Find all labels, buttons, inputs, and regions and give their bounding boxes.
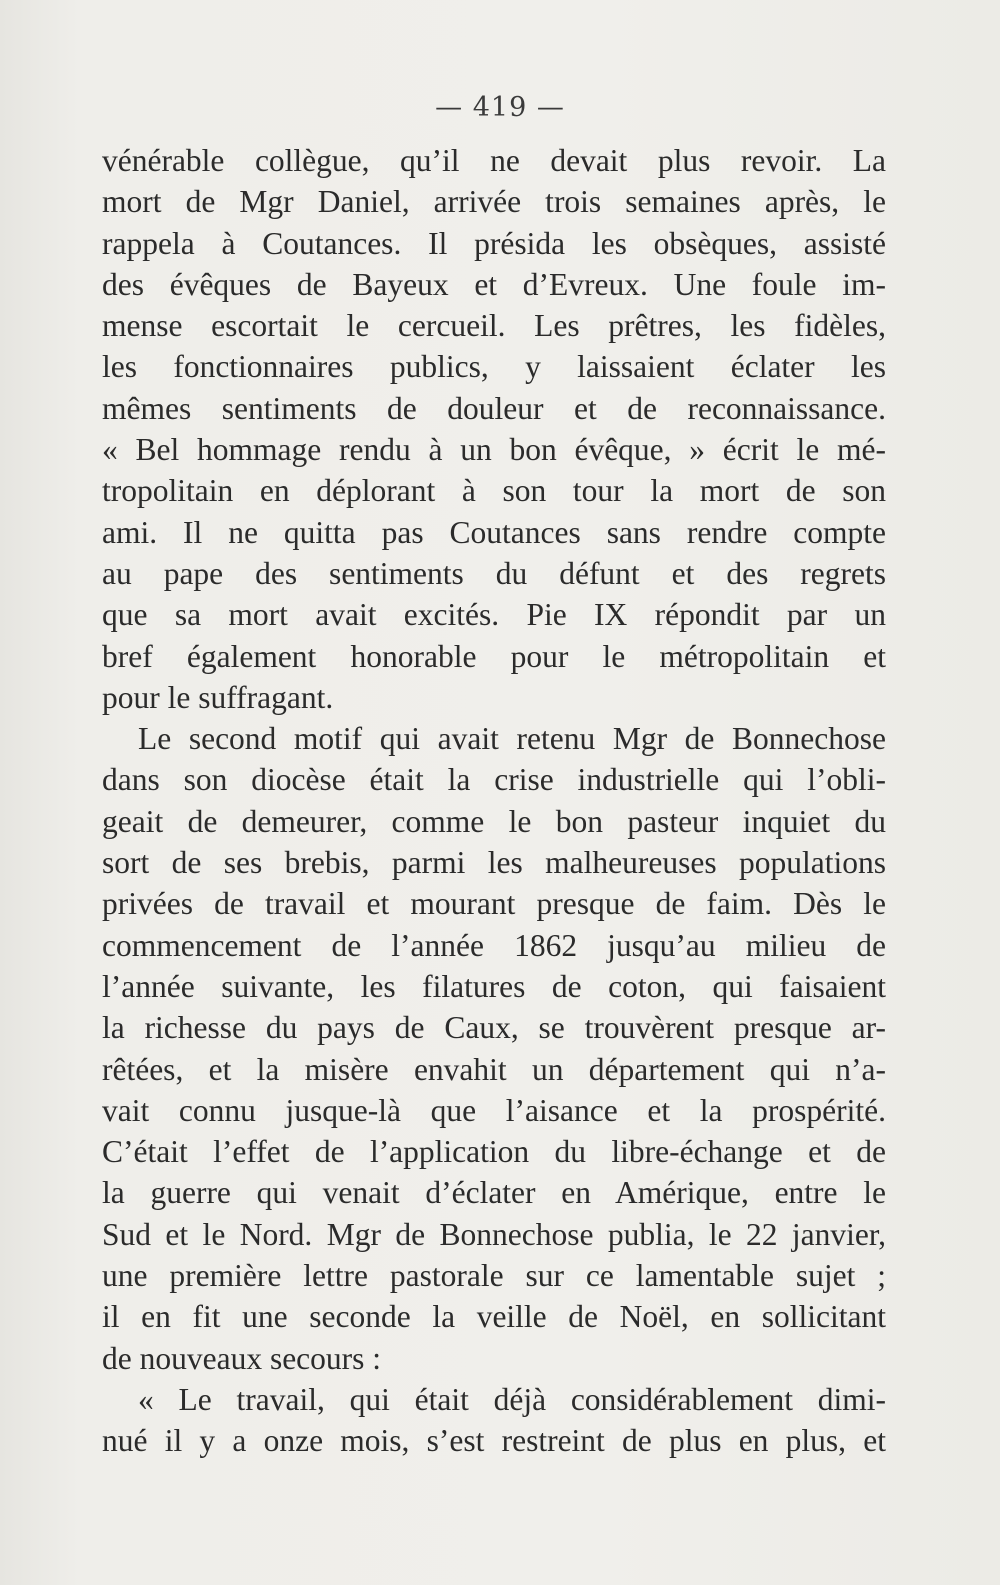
text-line: Le second motif qui avait retenu Mgr de Bonnechose	[138, 721, 886, 757]
text-line: vénérable collègue, qu’il ne devait plus revoir. La	[102, 143, 886, 178]
text-line: il en fit une seconde la veille de Noël, en sollicitant	[102, 1299, 886, 1335]
text-line: mort de Mgr Daniel, arrivée trois semaines après, le	[102, 184, 886, 220]
text-line: mense escortait le cercueil. Les prêtres, les fidèles,	[102, 308, 886, 344]
text-line: privées de travail et mourant presque de faim. Dès le	[102, 886, 886, 922]
text-line: « Bel hommage rendu à un bon évêque, » écrit le mé-	[102, 432, 886, 468]
text-line: vait connu jusque-là que l’aisance et la prospérité.	[102, 1092, 886, 1128]
text-line: des évêques de Bayeux et d’Evreux. Une foule im-	[102, 266, 886, 302]
text-line: nué il y a onze mois, s’est restreint de plus en plus, et	[102, 1423, 886, 1459]
text-line: mêmes sentiments de douleur et de reconnaissance.	[102, 390, 886, 426]
body-text	[102, 140, 886, 1462]
text-line: commencement de l’année 1862 jusqu’au milieu de	[102, 927, 886, 963]
page-number: — 419 —	[435, 92, 565, 123]
text-line: dans son diocèse était la crise industrielle qui l’obli-	[102, 762, 886, 798]
text-line: la guerre qui venait d’éclater en Amérique, entre le	[102, 1175, 886, 1211]
text-line: sort de ses brebis, parmi les malheureuses populations	[102, 845, 886, 881]
text-line: que sa mort avait excités. Pie IX répondit par un	[102, 597, 886, 633]
text-line: Sud et le Nord. Mgr de Bonnechose publia, le 22 janvier,	[102, 1216, 886, 1252]
text-line: la richesse du pays de Caux, se trouvèrent presque ar-	[102, 1010, 886, 1046]
text-line: geait de demeurer, comme le bon pasteur inquiet du	[102, 803, 886, 839]
text-line: C’était l’effet de l’application du libre-échange et de	[102, 1134, 886, 1170]
text-line: bref également honorable pour le métropolitain et	[102, 638, 886, 674]
text-line: au pape des sentiments du défunt et des regrets	[102, 555, 886, 591]
text-line: les fonctionnaires publics, y laissaient éclater les	[102, 349, 886, 385]
text-line: rêtées, et la misère envahit un département qui n’a-	[102, 1051, 886, 1087]
text-line: ami. Il ne quitta pas Coutances sans rendre compte	[102, 514, 886, 550]
text-line: une première lettre pastorale sur ce lamentable sujet ;	[102, 1258, 886, 1294]
text-line: tropolitain en déplorant à son tour la mort de son	[102, 473, 886, 509]
text-line: l’année suivante, les filatures de coton, qui faisaient	[102, 968, 886, 1004]
text-line: « Le travail, qui était déjà considérablement dimi-	[138, 1381, 886, 1417]
text-line: pour le suffragant.	[102, 679, 334, 715]
text-line: de nouveaux secours :	[102, 1340, 382, 1376]
text-line: rappela à Coutances. Il présida les obsèques, assisté	[102, 225, 886, 261]
